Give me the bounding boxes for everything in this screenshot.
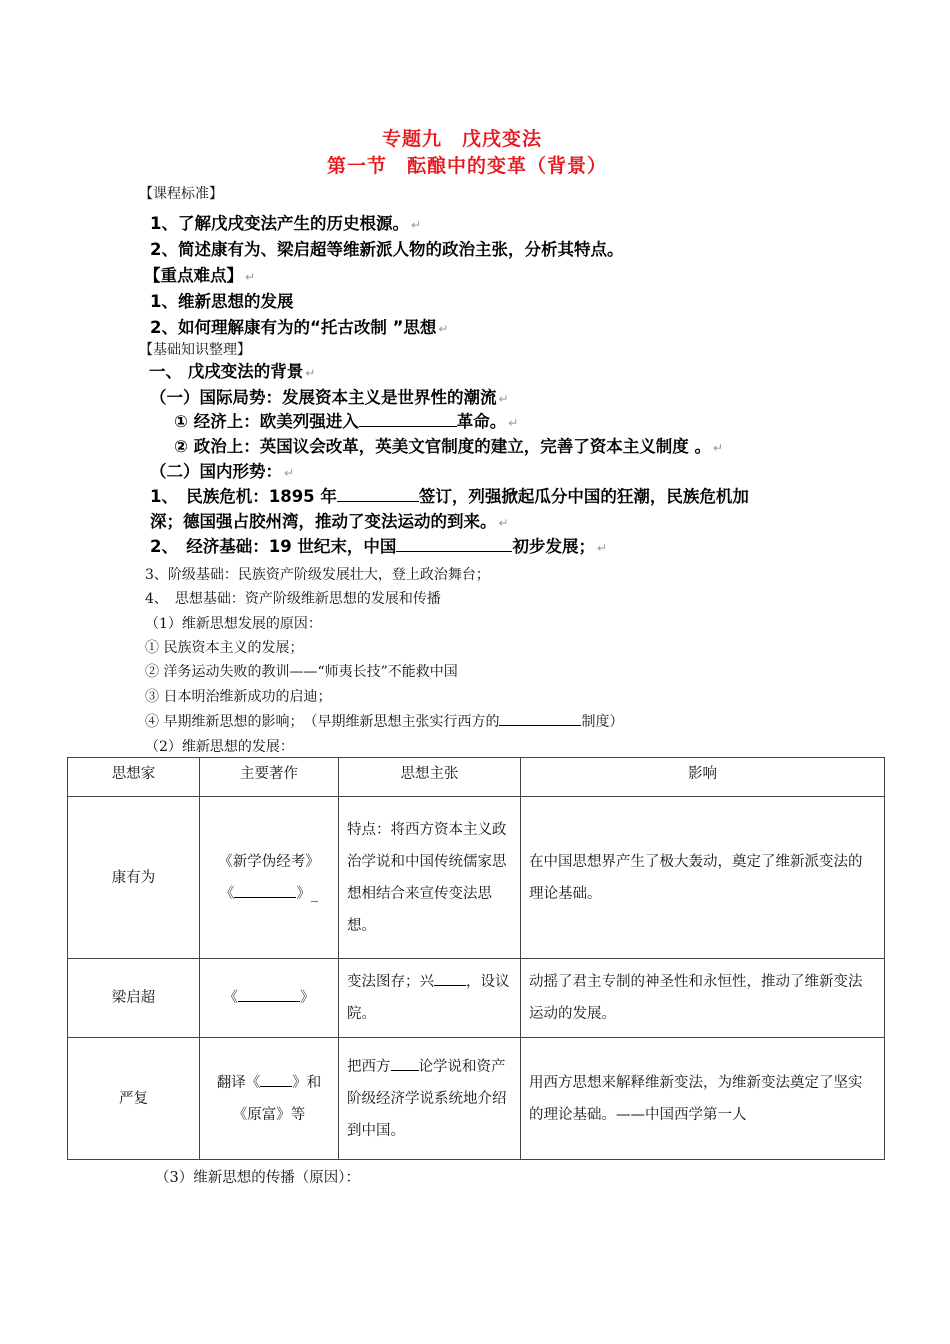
thinker-liang: 梁启超 <box>68 959 200 1038</box>
reason-2: ② 洋务运动失败的教训——“师夷长技”不能救中国 <box>145 664 458 680</box>
header-works: 主要著作 <box>200 758 339 797</box>
blank-system[interactable] <box>499 711 581 726</box>
thinkers-table <box>67 757 885 1160</box>
impact-liang: 动摇了君主专制的神圣性和永恒性，推动了维新变法运动的发展。 <box>521 959 885 1038</box>
impact-yan: 用西方思想来解释维新变法，为维新变法奠定了坚实的理论基础。——中国西学第一人 <box>521 1038 885 1160</box>
intl-economy-line: ① 经济上：欧美列强进入 革命。 ↵ <box>174 412 519 431</box>
page-subtitle: 第一节 酝酿中的变革（背景） <box>327 155 608 177</box>
key-point-2: 2、如何理解康有为的“托古改制 ”思想 ↵ <box>150 318 449 337</box>
course-standard-heading: 【课程标准】 <box>139 186 223 202</box>
header-claims: 思想主张 <box>339 758 521 797</box>
works-liang: 《 》 <box>200 959 339 1038</box>
works-kang: 《新学伪经考》 《 》_ <box>200 797 339 959</box>
blank-work[interactable] <box>238 987 300 1002</box>
table-header-row <box>68 758 885 797</box>
key-point-1: 1、维新思想的发展 <box>150 292 294 311</box>
blank-industrial[interactable] <box>359 412 457 427</box>
development-heading: （2）维新思想的发展： <box>145 739 294 755</box>
basics-heading: 【基础知识整理】 <box>139 342 251 358</box>
national-crisis-line: 1、 民族危机：1895 年 签订，列强掀起瓜分中国的狂潮，民族危机加 <box>150 487 749 506</box>
spread-heading: （3）维新思想的传播（原因）： <box>155 1170 360 1186</box>
reason-4: ④ 早期维新思想的影响； （早期维新思想主张实行西方的 制度） <box>145 711 623 731</box>
header-impact: 影响 <box>521 758 885 797</box>
header-thinker: 思想家 <box>68 758 200 797</box>
reason-1: ① 民族资本主义的发展； <box>145 640 304 656</box>
works-yan: 翻译《 》和 《原富》等 <box>200 1038 339 1160</box>
blank-treaty[interactable] <box>337 487 419 502</box>
blank-work[interactable] <box>260 1072 292 1087</box>
page-title: 专题九 戊戌变法 <box>382 128 543 150</box>
thinker-kang: 康有为 <box>68 797 200 959</box>
table-row <box>68 959 885 1038</box>
key-points-heading: 【重点难点】 ↵ <box>144 266 256 285</box>
blank-work[interactable] <box>234 883 296 898</box>
thought-basis-line: 4、 思想基础：资产阶级维新思想的发展和传播 <box>145 591 441 607</box>
intl-politics-line: ② 政治上：英国议会改革，英美文官制度的建立，完善了资本主义制度 。 ↵ <box>174 437 724 456</box>
blank-claim[interactable] <box>391 1056 419 1071</box>
reason-3: ③ 日本明治维新成功的启迪； <box>145 689 332 705</box>
blank-capitalism[interactable] <box>396 537 512 552</box>
reasons-heading: （1）维新思想发展的原因： <box>145 616 322 632</box>
class-basis-line: 3、阶级基础：民族资产阶级发展壮大，登上政治舞台； <box>145 567 490 583</box>
economic-basis-line: 2、 经济基础：19 世纪末，中国 初步发展； ↵ <box>150 537 607 556</box>
intl-situation-heading: （一）国际局势：发展资本主义是世界性的潮流 ↵ <box>150 388 509 407</box>
table-row <box>68 797 885 959</box>
national-crisis-line-2: 深；德国强占胶州湾，推动了变法运动的到来。 ↵ <box>150 512 509 531</box>
section-heading-background: 一、 戊戌变法的背景 ↵ <box>149 362 316 381</box>
table-row <box>68 1038 885 1160</box>
thinker-yan: 严复 <box>68 1038 200 1160</box>
claims-kang: 特点：将西方资本主义政治学说和中国传统儒家思想相结合来宣传变法思想。 <box>339 797 521 959</box>
impact-kang: 在中国思想界产生了极大轰动，奠定了维新派变法的理论基础。 <box>521 797 885 959</box>
domestic-situation-heading: （二）国内形势： ↵ <box>150 462 295 481</box>
course-standard-item-1: 1、了解戊戌变法产生的历史根源。 ↵ <box>150 214 422 233</box>
claims-yan: 把西方 论学说和资产阶级经济学说系统地介绍到中国。 <box>339 1038 521 1160</box>
blank-claim[interactable] <box>434 971 466 986</box>
claims-liang: 变法图存；兴 ，设议院。 <box>339 959 521 1038</box>
course-standard-item-2: 2、简述康有为、梁启超等维新派人物的政治主张，分析其特点。 <box>150 240 624 259</box>
